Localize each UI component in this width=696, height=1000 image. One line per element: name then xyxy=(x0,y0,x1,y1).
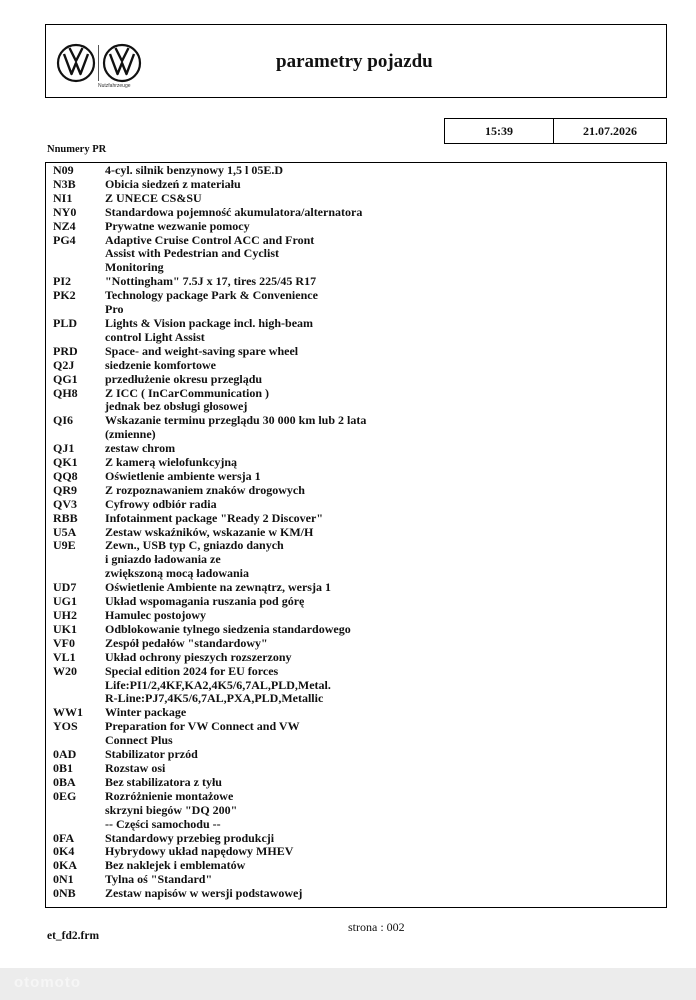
pr-code: PLD xyxy=(53,315,77,330)
pr-row xyxy=(46,623,666,637)
pr-row xyxy=(46,317,666,331)
pr-code: W20 xyxy=(53,663,77,678)
pr-description: Stabilizator przód xyxy=(105,747,198,762)
pr-description: skrzyni biegów "DQ 200" xyxy=(105,802,238,817)
pr-code: QV3 xyxy=(53,496,77,511)
pr-row xyxy=(46,442,666,456)
pr-code: 0NB xyxy=(53,886,76,901)
pr-description: Assist with Pedestrian and Cyclist xyxy=(105,246,280,261)
pr-code: VF0 xyxy=(53,635,75,650)
pr-code: QG1 xyxy=(53,371,78,386)
pr-code: 0FA xyxy=(53,830,75,845)
pr-description: Bez stabilizatora z tyłu xyxy=(105,774,222,789)
pr-row xyxy=(46,289,666,303)
pr-code: PG4 xyxy=(53,232,76,247)
pr-description: Standardowa pojemność akumulatora/alternatora xyxy=(105,204,363,219)
footer-filename: et_fd2.frm xyxy=(47,930,100,942)
pr-row xyxy=(46,859,666,873)
pr-row xyxy=(46,845,666,859)
page-title: parametry pojazdu xyxy=(276,51,433,72)
pr-row xyxy=(46,804,666,818)
pr-description: Układ wspomagania ruszania pod górę xyxy=(105,594,305,609)
pr-row xyxy=(46,762,666,776)
pr-code xyxy=(46,679,105,693)
pr-description: -- Części samochodu -- xyxy=(105,816,221,831)
pr-description: Prywatne wezwanie pomocy xyxy=(105,218,250,233)
pr-row xyxy=(46,539,666,553)
pr-row xyxy=(46,247,666,261)
pr-code: 0K4 xyxy=(53,844,75,859)
pr-description: 4-cyl. silnik benzynowy 1,5 l 05E.D xyxy=(105,163,284,177)
pr-description: zwiększoną mocą ładowania xyxy=(105,566,249,581)
pr-row xyxy=(46,387,666,401)
pr-row xyxy=(46,692,666,706)
pr-description: Oświetlenie Ambiente na zewnątrz, wersja 1 xyxy=(105,580,331,595)
pr-row xyxy=(46,470,666,484)
pr-description: Preparation for VW Connect and VW xyxy=(105,719,300,734)
pr-row xyxy=(46,887,666,901)
pr-row xyxy=(46,609,666,623)
pr-row xyxy=(46,873,666,887)
pr-code xyxy=(46,331,105,345)
pr-description: Hybrydowy układ napędowy MHEV xyxy=(105,844,294,859)
pr-description: i gniazdo ładowania ze xyxy=(105,552,221,567)
pr-row xyxy=(46,164,666,178)
pr-row xyxy=(46,665,666,679)
print-time: 15:39 xyxy=(445,119,554,143)
pr-code: 0B1 xyxy=(53,760,74,775)
pr-row xyxy=(46,526,666,540)
pr-description: Adaptive Cruise Control ACC and Front xyxy=(105,232,315,247)
pr-code: PK2 xyxy=(53,288,76,303)
pr-description: Connect Plus xyxy=(105,733,173,748)
pr-row xyxy=(46,720,666,734)
pr-code: PI2 xyxy=(53,274,71,289)
pr-row xyxy=(46,512,666,526)
pr-code: YOS xyxy=(53,719,78,734)
pr-description: Z UNECE CS&SU xyxy=(105,190,202,205)
pr-code: N09 xyxy=(53,163,74,177)
pr-description: Oświetlenie ambiente wersja 1 xyxy=(105,468,261,483)
section-label: Nnumery PR xyxy=(47,144,107,155)
pr-code: 0KA xyxy=(53,858,77,873)
pr-code: VL1 xyxy=(53,649,76,664)
pr-code: QH8 xyxy=(53,385,78,400)
pr-row xyxy=(46,679,666,693)
pr-code: Q2J xyxy=(53,357,75,372)
pr-description: przedłużenie okresu przeglądu xyxy=(105,371,263,386)
watermark-strip xyxy=(0,968,696,1000)
pr-row xyxy=(46,706,666,720)
pr-row xyxy=(46,428,666,442)
pr-row xyxy=(46,832,666,846)
pr-code: QI6 xyxy=(53,413,74,428)
pr-description: Wskazanie terminu przeglądu 30 000 km lub 2 lata xyxy=(105,413,367,428)
pr-code: RBB xyxy=(53,510,78,525)
pr-row xyxy=(46,206,666,220)
pr-description: Cyfrowy odbiór radia xyxy=(105,496,217,511)
pr-description: Układ ochrony pieszych rozszerzony xyxy=(105,649,292,664)
pr-row xyxy=(46,651,666,665)
pr-row xyxy=(46,790,666,804)
pr-code: QR9 xyxy=(53,482,77,497)
print-date: 21.07.2026 xyxy=(583,123,637,138)
pr-row xyxy=(46,400,666,414)
pr-description: Obicia siedzeń z materiału xyxy=(105,176,241,191)
document-header xyxy=(45,24,667,98)
pr-code: 0AD xyxy=(53,747,77,762)
pr-description: Infotainment package "Ready 2 Discover" xyxy=(105,510,323,525)
pr-description: Pro xyxy=(105,302,124,317)
pr-code: QK1 xyxy=(53,455,78,470)
pr-row xyxy=(46,637,666,651)
pr-row xyxy=(46,303,666,317)
pr-code xyxy=(46,734,105,748)
pr-description: Odblokowanie tylnego siedzenia standardowego xyxy=(105,621,351,636)
pr-description: zestaw chrom xyxy=(105,441,176,456)
pr-code xyxy=(46,247,105,261)
pr-code xyxy=(46,818,105,832)
pr-description: Zestaw napisów w wersji podstawowej xyxy=(105,886,303,901)
pr-row xyxy=(46,734,666,748)
pr-description: Rozstaw osi xyxy=(105,760,166,775)
pr-description: Z kamerą wielofunkcyjną xyxy=(105,455,237,470)
pr-row xyxy=(46,553,666,567)
pr-description: Technology package Park & Convenience xyxy=(105,288,318,303)
pr-description: "Nottingham" 7.5J x 17, tires 225/45 R17 xyxy=(105,274,317,289)
pr-description: Z rozpoznawaniem znaków drogowych xyxy=(105,482,305,497)
pr-description: Winter package xyxy=(105,705,187,720)
pr-description: control Light Assist xyxy=(105,329,205,344)
pr-code: N3B xyxy=(53,176,76,191)
pr-row xyxy=(46,595,666,609)
pr-row xyxy=(46,818,666,832)
pr-row xyxy=(46,581,666,595)
pr-description: Zewn., USB typ C, gniazdo danych xyxy=(105,538,284,553)
pr-code: NZ4 xyxy=(53,218,76,233)
pr-description: Standardowy przebieg produkcji xyxy=(105,830,275,845)
pr-code xyxy=(46,400,105,414)
page-number: strona : 002 xyxy=(348,920,405,934)
pr-description: Special edition 2024 for EU forces xyxy=(105,663,279,678)
pr-code xyxy=(46,553,105,567)
pr-row xyxy=(46,178,666,192)
pr-code xyxy=(46,428,105,442)
pr-row xyxy=(46,234,666,248)
pr-code xyxy=(46,567,105,581)
vw-logo-icon xyxy=(56,43,96,83)
pr-row xyxy=(46,345,666,359)
pr-row xyxy=(46,261,666,275)
pr-row xyxy=(46,220,666,234)
pr-row xyxy=(46,192,666,206)
watermark-text: otomoto xyxy=(14,974,81,991)
pr-description: Tylna oś "Standard" xyxy=(105,872,213,887)
pr-code xyxy=(46,261,105,275)
pr-code: U5A xyxy=(53,524,77,539)
pr-code: PRD xyxy=(53,343,78,358)
pr-description: Space- and weight-saving spare wheel xyxy=(105,343,299,358)
datetime-box xyxy=(444,118,667,144)
pr-row xyxy=(46,484,666,498)
pr-row xyxy=(46,498,666,512)
pr-row xyxy=(46,414,666,428)
pr-row xyxy=(46,456,666,470)
pr-code: UK1 xyxy=(53,621,77,636)
pr-description: Z ICC ( InCarCommunication ) xyxy=(105,385,270,400)
pr-description: Lights & Vision package incl. high-beam xyxy=(105,315,314,330)
pr-row xyxy=(46,359,666,373)
pr-code xyxy=(46,692,105,706)
pr-code: QJ1 xyxy=(53,441,75,456)
pr-row xyxy=(46,776,666,790)
pr-description: R-Line:PJ7,4K5/6,7AL,PXA,PLD,Metallic xyxy=(105,691,324,706)
pr-code: U9E xyxy=(53,538,76,553)
pr-row xyxy=(46,748,666,762)
pr-code: 0EG xyxy=(53,788,77,803)
pr-code: UG1 xyxy=(53,594,77,609)
pr-code: 0N1 xyxy=(53,872,74,887)
pr-description: Monitoring xyxy=(105,260,164,275)
brand-subtitle: Nutzfahrzeuge xyxy=(98,83,131,89)
pr-code xyxy=(46,804,105,818)
pr-description: Hamulec postojowy xyxy=(105,608,206,622)
pr-code: 0BA xyxy=(53,774,76,789)
pr-code-list xyxy=(45,162,667,908)
pr-description: siedzenie komfortowe xyxy=(105,357,216,372)
pr-code: QQ8 xyxy=(53,468,78,483)
pr-description: Zestaw wskaźników, wskazanie w KM/H xyxy=(105,524,314,539)
pr-description: jednak bez obsługi głosowej xyxy=(105,399,248,414)
pr-code xyxy=(46,303,105,317)
pr-code: NI1 xyxy=(53,190,73,205)
pr-description: Bez naklejek i emblematów xyxy=(105,858,246,873)
pr-code: UD7 xyxy=(53,580,77,595)
pr-description: Life:PI1/2,4KF,KA2,4K5/6,7AL,PLD,Metal. xyxy=(105,677,331,692)
pr-code: NY0 xyxy=(53,204,77,219)
pr-description: Zespół pedałów "standardowy" xyxy=(105,635,268,650)
pr-code: UH2 xyxy=(53,608,77,622)
vw-commercial-logo-icon xyxy=(102,43,142,83)
pr-code: WW1 xyxy=(53,705,83,720)
pr-description: Rozróżnienie montażowe xyxy=(105,788,234,803)
pr-row xyxy=(46,567,666,581)
pr-row xyxy=(46,373,666,387)
pr-row xyxy=(46,331,666,345)
pr-description: (zmienne) xyxy=(105,427,156,442)
pr-row xyxy=(46,275,666,289)
logo-divider xyxy=(98,45,99,81)
